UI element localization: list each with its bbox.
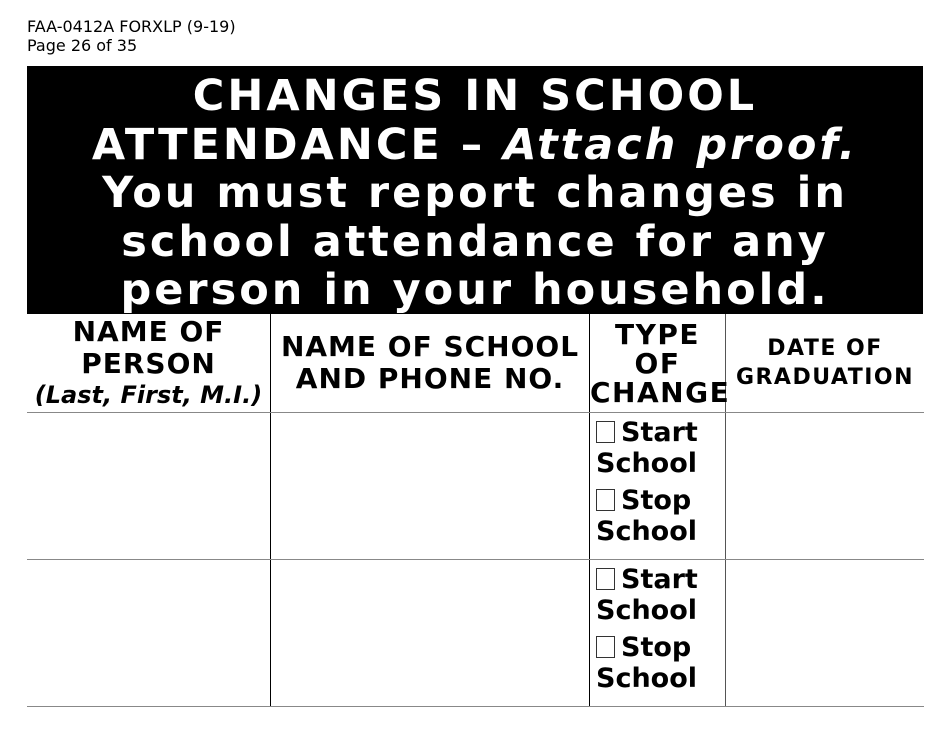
banner-line-4: school attendance for any [121, 216, 829, 267]
start-school-option[interactable]: Start School [596, 417, 698, 479]
stop-school-checkbox[interactable] [596, 636, 615, 658]
banner-line-3: You must report changes in [102, 168, 848, 218]
start-school-checkbox[interactable] [596, 568, 615, 590]
table-row [27, 413, 924, 560]
section-title-banner [27, 66, 923, 314]
stop-school-checkbox[interactable] [596, 489, 615, 511]
school-and-phone-field[interactable] [271, 413, 590, 560]
start-school-option[interactable]: Start School [596, 564, 698, 626]
type-of-change-cell [590, 413, 726, 560]
banner-line-2 [27, 121, 923, 170]
stop-school-option[interactable]: Stop School [596, 632, 698, 694]
form-header [27, 17, 236, 55]
column-header-type-of-change: TYPE OF CHANGE [590, 314, 726, 413]
date-of-graduation-field[interactable] [726, 413, 925, 560]
form-id: FAA-0412A FORXLP (9-19) [27, 17, 236, 36]
banner-line-5: person in your household. [120, 265, 830, 315]
column-header-school-and-phone: NAME OF SCHOOL AND PHONE NO. [271, 314, 590, 413]
stop-school-option[interactable]: Stop School [596, 485, 698, 547]
type-of-change-cell [590, 560, 726, 707]
date-of-graduation-field[interactable] [726, 560, 925, 707]
page-number: Page 26 of 35 [27, 36, 138, 55]
name-of-person-field[interactable] [27, 560, 271, 707]
column-header-date-of-graduation: DATE OF GRADUATION [726, 314, 925, 413]
school-attendance-table [27, 314, 924, 707]
attach-proof-note: Attach proof. [503, 119, 859, 170]
start-school-checkbox[interactable] [596, 421, 615, 443]
banner-line-1: CHANGES IN SCHOOL [192, 71, 758, 121]
column-header-name-of-person: NAME OF PERSON (Last, First, M.I.) [27, 314, 271, 413]
table-row [27, 560, 924, 707]
banner-title-part: ATTENDANCE – [91, 119, 504, 170]
name-of-person-field[interactable] [27, 413, 271, 560]
table-header-row [27, 314, 924, 413]
school-and-phone-field[interactable] [271, 560, 590, 707]
